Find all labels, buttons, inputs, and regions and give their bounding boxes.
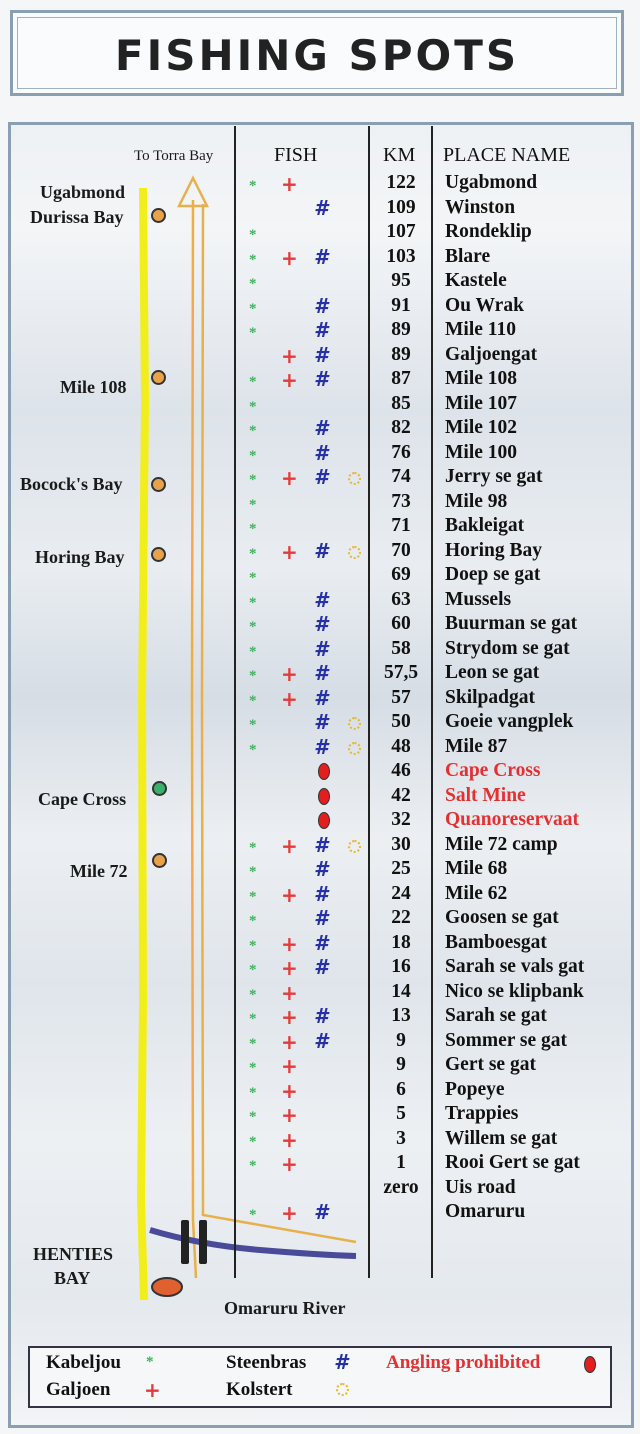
steenbras-icon: #: [314, 734, 328, 759]
km-cell: 16: [391, 956, 411, 977]
km-cell: 14: [391, 980, 411, 1002]
steenbras-icon: #: [314, 465, 328, 489]
km-cell: 71: [391, 515, 411, 536]
km-cell: 85: [391, 392, 411, 414]
km-cell: 25: [391, 858, 411, 879]
kabeljou-icon: *: [249, 276, 257, 292]
place-name-cell: Leon se gat: [445, 662, 540, 683]
steenbras-icon: #: [314, 710, 328, 734]
km-cell: 48: [391, 735, 411, 757]
marker-mile-108: [151, 370, 166, 385]
galjoen-icon: +: [281, 956, 298, 980]
km-cell: 46: [391, 760, 411, 781]
kabeljou-icon: *: [249, 717, 257, 733]
km-cell: 76: [391, 441, 411, 463]
kabeljou-icon: *: [249, 1158, 257, 1174]
header-km: KM: [383, 144, 416, 166]
bridge-post-1: [181, 1220, 189, 1264]
label-cape-cross: Cape Cross: [38, 789, 127, 809]
kabeljou-icon: *: [249, 447, 257, 464]
kabeljou-icon: *: [249, 913, 257, 929]
km-cell: zero: [383, 1176, 419, 1198]
place-name-cell: Trappies: [445, 1103, 519, 1124]
place-name-cell: Mile 62: [445, 882, 508, 904]
label-mile-72: Mile 72: [70, 861, 128, 881]
place-name-cell: Buurman se gat: [445, 613, 578, 634]
legend: [28, 1346, 612, 1408]
galjoen-icon: +: [281, 539, 298, 564]
place-name-cell: Mile 72 camp: [445, 833, 558, 855]
kabeljou-icon: *: [249, 1207, 257, 1223]
galjoen-icon: +: [281, 368, 298, 392]
kolstert-icon: [348, 717, 361, 730]
kabeljou-icon: *: [249, 741, 257, 758]
place-name-cell: Nico se klipbank: [445, 980, 584, 1002]
place-name-cell: Horing Bay: [445, 539, 542, 561]
km-cell: 58: [391, 637, 411, 659]
kabeljou-icon: *: [249, 1133, 257, 1150]
km-cell: 42: [391, 784, 411, 806]
place-name-cell: Rooi Gert se gat: [445, 1152, 580, 1173]
kabeljou-icon: *: [249, 1035, 257, 1052]
prohibited-icon: [318, 788, 330, 805]
steenbras-icon: #: [314, 832, 328, 857]
marker-horing-bay: [151, 547, 166, 562]
shore-line: [141, 188, 145, 1300]
km-cell: 63: [391, 588, 411, 610]
steenbras-icon: #: [314, 587, 328, 612]
galjoen-icon: +: [281, 833, 298, 858]
steenbras-icon: #: [314, 1200, 328, 1224]
kabeljou-icon: *: [249, 570, 257, 586]
steenbras-icon: #: [314, 612, 328, 636]
kolstert-icon: [348, 840, 361, 853]
galjoen-icon: +: [281, 1029, 298, 1054]
kabeljou-icon: *: [249, 325, 257, 341]
place-name-cell: Sarah se gat: [445, 1005, 547, 1026]
km-cell: 3: [396, 1127, 406, 1149]
kabeljou-icon: *: [249, 937, 257, 954]
galjoen-icon: +: [281, 172, 298, 196]
kabeljou-icon: *: [249, 472, 257, 488]
km-cell: 60: [391, 613, 411, 634]
steenbras-icon: #: [314, 367, 328, 391]
marker-cape-cross: [152, 781, 167, 796]
label-bay: BAY: [54, 1268, 91, 1288]
galjoen-icon: +: [281, 245, 298, 270]
legend-kabeljou-icon: *: [146, 1354, 154, 1370]
kabeljou-icon: *: [249, 1109, 257, 1125]
km-cell: 57: [391, 686, 411, 708]
galjoen-icon: +: [281, 980, 298, 1005]
place-name-cell: Uis road: [445, 1176, 516, 1198]
place-name-cell: Goeie vangplek: [445, 711, 574, 732]
steenbras-icon: #: [314, 342, 328, 367]
label-mile-108: Mile 108: [60, 377, 127, 397]
place-name-cell: Gert se gat: [445, 1054, 536, 1075]
kabeljou-icon: *: [249, 643, 257, 660]
bridge-post-2: [199, 1220, 207, 1264]
kabeljou-icon: *: [249, 521, 257, 537]
marker-bococks-bay: [151, 477, 166, 492]
steenbras-icon: #: [314, 440, 328, 465]
galjoen-icon: +: [281, 466, 298, 490]
km-cell: 89: [391, 343, 411, 365]
steenbras-icon: #: [314, 881, 328, 906]
place-name-cell: Winston: [445, 196, 516, 218]
place-name-cell: Mile 110: [445, 319, 516, 340]
legend-prohibited-label: Angling prohibited: [386, 1352, 541, 1373]
prohibited-icon: [318, 763, 330, 780]
place-name-cell: Mile 108: [445, 368, 518, 389]
steenbras-icon: #: [314, 685, 328, 710]
legend-prohibited-icon: [584, 1356, 596, 1373]
galjoen-icon: +: [281, 1152, 298, 1176]
place-name-cell: Popeye: [445, 1078, 505, 1100]
prohibited-icon: [318, 812, 330, 829]
omaruru-river: [150, 1230, 356, 1256]
kabeljou-icon: *: [249, 227, 257, 243]
steenbras-icon: #: [314, 244, 328, 269]
place-name-cell: Sommer se gat: [445, 1029, 568, 1051]
marker-mile-72: [152, 853, 167, 868]
km-cell: 122: [386, 172, 416, 193]
legend-kolstert-label: Kolstert: [226, 1379, 293, 1400]
galjoen-icon: +: [281, 1054, 298, 1078]
place-name-cell: Galjoengat: [445, 343, 538, 365]
legend-steenbras-label: Steenbras: [226, 1352, 307, 1373]
henties-bay-marker: [152, 1278, 182, 1296]
label-to-torra-bay: To Torra Bay: [134, 148, 214, 164]
place-name-cell: Goosen se gat: [445, 907, 559, 928]
place-name-cell: Mile 102: [445, 417, 518, 438]
km-cell: 50: [391, 711, 411, 732]
place-name-cell: Mile 107: [445, 392, 518, 414]
km-cell: 109: [386, 196, 416, 218]
legend-steenbras-icon: #: [334, 1350, 348, 1374]
place-name-cell: Bamboesgat: [445, 931, 547, 953]
km-cell: 103: [386, 245, 416, 267]
km-cell: 9: [396, 1054, 406, 1075]
col-divider-1: [234, 126, 236, 1278]
kabeljou-icon: *: [249, 300, 257, 317]
km-cell: 69: [391, 564, 411, 585]
km-cell: 95: [391, 270, 411, 291]
kabeljou-icon: *: [249, 251, 257, 268]
kabeljou-icon: *: [249, 496, 257, 513]
kabeljou-icon: *: [249, 864, 257, 880]
galjoen-icon: +: [281, 882, 298, 907]
kabeljou-icon: *: [249, 545, 257, 562]
place-name-cell: Rondeklip: [445, 221, 532, 242]
route-track: [192, 200, 196, 1278]
kabeljou-icon: *: [249, 619, 257, 635]
steenbras-icon: #: [314, 1028, 328, 1053]
page-title: FISHING SPOTS: [114, 31, 520, 80]
header-place: PLACE NAME: [443, 144, 571, 166]
galjoen-icon: +: [281, 662, 298, 686]
steenbras-icon: #: [314, 955, 328, 979]
kabeljou-icon: *: [249, 839, 257, 856]
galjoen-icon: +: [281, 931, 298, 956]
place-name-cell: Blare: [445, 245, 491, 267]
place-name-cell: Willem se gat: [445, 1127, 558, 1149]
steenbras-icon: #: [314, 906, 328, 930]
place-name-cell: Mile 87: [445, 735, 508, 757]
header-fish: FISH: [274, 144, 318, 166]
galjoen-icon: +: [281, 686, 298, 711]
km-cell: 22: [391, 907, 411, 928]
kabeljou-icon: *: [249, 692, 257, 709]
km-cell: 9: [396, 1029, 406, 1051]
km-cell: 24: [391, 882, 411, 904]
kabeljou-icon: *: [249, 986, 257, 1003]
kabeljou-icon: *: [249, 594, 257, 611]
legend-kolstert-icon: [336, 1383, 349, 1396]
place-name-cell: Mile 100: [445, 441, 518, 463]
place-name-cell: Mussels: [445, 588, 512, 610]
legend-kabeljou-label: Kabeljou: [46, 1352, 121, 1373]
km-cell: 32: [391, 809, 411, 830]
place-name-cell: Omaruru: [445, 1201, 526, 1222]
steenbras-icon: #: [314, 930, 328, 955]
km-cell: 89: [391, 319, 411, 340]
label-henties: HENTIES: [33, 1244, 114, 1264]
km-cell: 57,5: [383, 662, 419, 683]
km-cell: 107: [386, 221, 416, 242]
kolstert-icon: [348, 742, 361, 755]
km-cell: 87: [391, 368, 411, 389]
marker-durissa-bay: [151, 208, 166, 223]
steenbras-icon: #: [314, 195, 328, 220]
galjoen-icon: +: [281, 1201, 298, 1225]
place-name-cell: Doep se gat: [445, 564, 541, 585]
km-cell: 18: [391, 931, 411, 953]
place-name-cell: Salt Mine: [445, 784, 526, 806]
km-cell: 5: [396, 1103, 406, 1124]
kabeljou-icon: *: [249, 374, 257, 390]
kabeljou-icon: *: [249, 178, 257, 194]
kabeljou-icon: *: [249, 1084, 257, 1101]
km-cell: 1: [396, 1152, 406, 1173]
km-cell: 73: [391, 490, 411, 512]
label-bococks-bay: Bocock's Bay: [20, 474, 123, 494]
km-cell: 82: [391, 417, 411, 438]
km-cell: 70: [391, 539, 411, 561]
kabeljou-icon: *: [249, 668, 257, 684]
label-omaruru-river: Omaruru River: [224, 1298, 346, 1318]
label-ugabmond: Ugabmond: [40, 182, 126, 202]
km-cell: 91: [391, 294, 411, 316]
steenbras-icon: #: [314, 538, 328, 563]
km-cell: 13: [391, 1005, 411, 1026]
steenbras-icon: #: [314, 1004, 328, 1028]
label-durissa-bay: Durissa Bay: [30, 207, 124, 227]
km-cell: 30: [391, 833, 411, 855]
steenbras-icon: #: [314, 661, 328, 685]
place-name-cell: Mile 98: [445, 490, 508, 512]
label-horing-bay: Horing Bay: [35, 547, 125, 567]
galjoen-icon: +: [281, 1127, 298, 1152]
kolstert-icon: [348, 546, 361, 559]
legend-galjoen-icon: +: [144, 1378, 161, 1402]
kabeljou-icon: *: [249, 423, 257, 439]
place-name-cell: Quanoreservaat: [445, 809, 579, 830]
kolstert-icon: [348, 472, 361, 485]
place-name-cell: Jerry se gat: [445, 466, 543, 487]
galjoen-icon: +: [281, 1005, 298, 1029]
galjoen-icon: +: [281, 1103, 298, 1127]
steenbras-icon: #: [314, 636, 328, 661]
place-name-cell: Kastele: [445, 270, 507, 291]
place-name-cell: Skilpadgat: [445, 686, 535, 708]
place-name-cell: Cape Cross: [445, 760, 541, 781]
galjoen-icon: +: [281, 343, 298, 368]
place-name-cell: Sarah se vals gat: [445, 956, 585, 977]
steenbras-icon: #: [314, 318, 328, 342]
place-name-cell: Strydom se gat: [445, 637, 570, 659]
place-name-cell: Ou Wrak: [445, 294, 524, 316]
steenbras-icon: #: [314, 293, 328, 318]
km-cell: 74: [391, 466, 411, 487]
place-name-cell: Mile 68: [445, 858, 508, 879]
place-name-cell: Bakleigat: [445, 515, 525, 536]
km-cell: 6: [396, 1078, 406, 1100]
kabeljou-icon: *: [249, 1011, 257, 1027]
kabeljou-icon: *: [249, 888, 257, 905]
route-track-2: [202, 204, 356, 1242]
kabeljou-icon: *: [249, 398, 257, 415]
place-name-cell: Ugabmond: [445, 172, 538, 193]
galjoen-icon: +: [281, 1078, 298, 1103]
steenbras-icon: #: [314, 857, 328, 881]
steenbras-icon: #: [314, 416, 328, 440]
kabeljou-icon: *: [249, 962, 257, 978]
legend-galjoen-label: Galjoen: [46, 1379, 111, 1400]
kabeljou-icon: *: [249, 1060, 257, 1076]
